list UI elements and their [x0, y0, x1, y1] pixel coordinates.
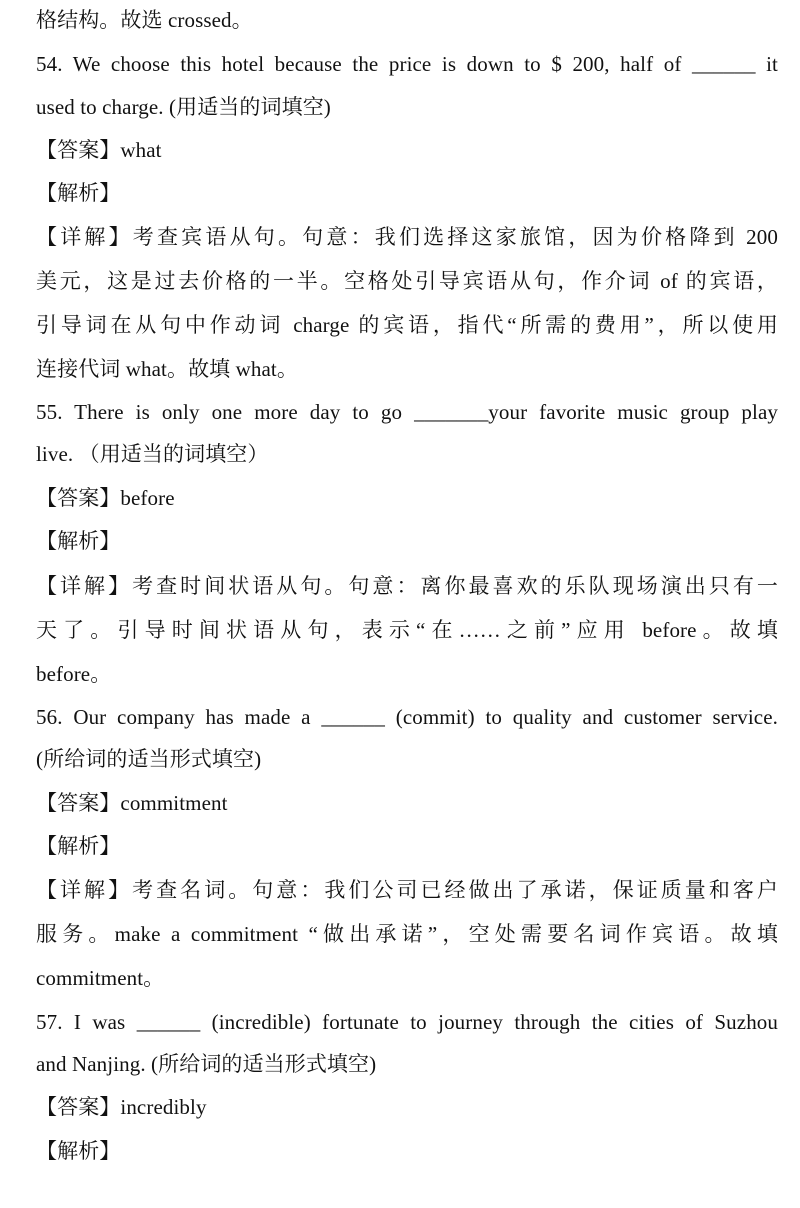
- analysis-label-54: 【解析】: [36, 181, 121, 205]
- question-54-line-1: 54. We choose this hotel because the price is down to $ 200, half of ______ it: [36, 52, 778, 76]
- text-line-continuation: 格结构。故选 crossed。: [36, 8, 253, 32]
- answer-55: 【答案】before: [36, 486, 175, 510]
- explanation-54-line-1: 【详解】考查宾语从句。句意：我们选择这家旅馆，因为价格降到 200: [36, 225, 778, 249]
- analysis-label-56: 【解析】: [36, 834, 121, 858]
- explanation-56-line-2: 服务。make a commitment “做出承诺”，空处需要名词作宾语。故填: [36, 922, 778, 946]
- explanation-55-line-2: 天了。引导时间状语从句，表示“在……之前”应用 before。故填: [36, 618, 778, 642]
- explanation-54-line-4: 连接代词 what。故填 what。: [36, 357, 298, 381]
- explanation-55-line-3: before。: [36, 662, 112, 686]
- answer-57: 【答案】incredibly: [36, 1095, 207, 1119]
- question-57-line-2: and Nanjing. (所给词的适当形式填空): [36, 1052, 377, 1076]
- explanation-54-line-2: 美元，这是过去价格的一半。空格处引导宾语从句，作介词 of 的宾语，: [36, 269, 778, 293]
- answer-54: 【答案】what: [36, 138, 162, 162]
- answer-56: 【答案】commitment: [36, 791, 228, 815]
- question-55-line-1: 55. There is only one more day to go _______your favorite music group play: [36, 400, 778, 424]
- explanation-55-line-1: 【详解】考查时间状语从句。句意：离你最喜欢的乐队现场演出只有一: [36, 574, 778, 598]
- analysis-label-55: 【解析】: [36, 529, 121, 553]
- question-56-line-2: (所给词的适当形式填空): [36, 747, 262, 771]
- question-54-line-2: used to charge. (用适当的词填空): [36, 95, 331, 119]
- explanation-56-line-1: 【详解】考查名词。句意：我们公司已经做出了承诺，保证质量和客户: [36, 878, 778, 902]
- question-55-line-2: live. （用适当的词填空）: [36, 442, 269, 466]
- question-56-line-1: 56. Our company has made a ______ (commit) to quality and customer service.: [36, 705, 778, 729]
- analysis-label-57: 【解析】: [36, 1139, 121, 1163]
- question-57-line-1: 57. I was ______ (incredible) fortunate to journey through the cities of Suzhou: [36, 1010, 778, 1034]
- explanation-54-line-3: 引导词在从句中作动词 charge 的宾语，指代“所需的费用”，所以使用: [36, 313, 778, 337]
- explanation-56-line-3: commitment。: [36, 966, 165, 990]
